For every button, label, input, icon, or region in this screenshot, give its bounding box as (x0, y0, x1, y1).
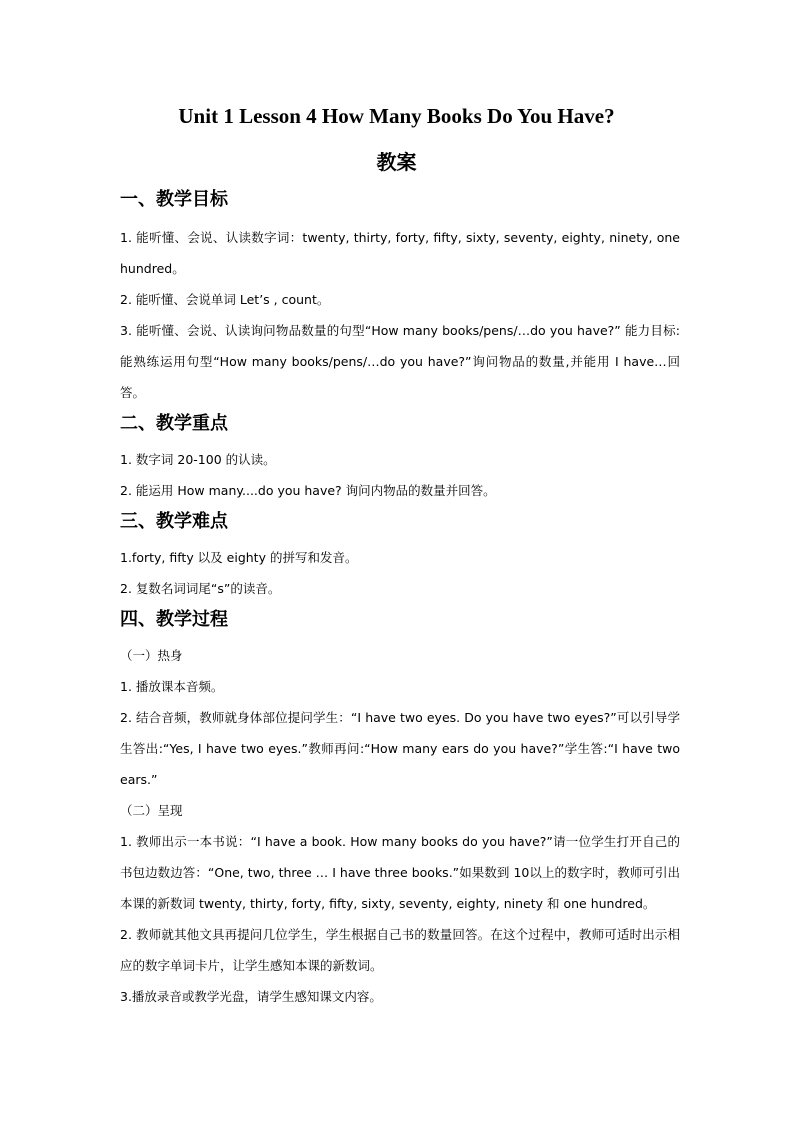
document-title: Unit 1 Lesson 4 How Many Books Do You Have? (178, 104, 615, 128)
paragraph: 1. 播放课本音频。 (120, 679, 224, 694)
subsection-label-warmup: （一）热身 (120, 648, 183, 663)
paragraph: 1.forty, fifty 以及 eighty 的拼写和发音。 (120, 550, 358, 565)
paragraph: 2. 能听懂、会说单词 Let’s , count。 (120, 292, 330, 307)
section-heading-difficulties: 三、教学难点 (120, 511, 228, 532)
paragraph: 3.播放录音或教学光盘，请学生感知课文内容。 (120, 989, 382, 1004)
section-heading-process: 四、教学过程 (120, 609, 228, 630)
paragraph: 3. 能听懂、会说、认读询问物品数量的句型“How many books/pens/…do you have?” 能力目标:能熟练运用句型“How many books/pens/…do you have?”询问物品的数量,并能用 I have…回答。 (120, 323, 680, 400)
subsection-label-presentation: （二）呈现 (120, 803, 183, 818)
paragraph: 1. 教师出示一本书说：“I have a book. How many books do you have?”请一位学生打开自己的书包边数边答：“One, two, three … I have three books.”如果数到 10以上的数字时，教师可引出本课的新数词 twenty, thirty, forty, fifty, sixty, seventy, eighty, ninety 和 one hundred。 (120, 834, 680, 911)
section-heading-key-points: 二、教学重点 (120, 413, 228, 434)
paragraph: 1. 能听懂、会说、认读数字词：twenty, thirty, forty, fifty, sixty, seventy, eighty, ninety, one hundred。 (120, 230, 680, 276)
section-heading-objectives: 一、教学目标 (120, 189, 228, 210)
paragraph: 2. 能运用 How many....do you have? 询问内物品的数量并回答。 (120, 483, 496, 498)
paragraph: 2. 结合音频，教师就身体部位提问学生：“I have two eyes. Do you have two eyes?”可以引导学生答出:“Yes, I have two eyes.”教师再问:“How many ears do you have?”学生答:“I have two ears.” (120, 710, 680, 787)
document-subtitle: 教案 (376, 150, 417, 174)
paragraph: 2. 教师就其他文具再提问几位学生，学生根据自己书的数量回答。在这个过程中，教师可适时出示相应的数字单词卡片，让学生感知本课的新数词。 (120, 927, 680, 973)
document-body (120, 186, 680, 1012)
paragraph: 2. 复数名词词尾“s”的读音。 (120, 581, 281, 596)
paragraph: 1. 数字词 20-100 的认读。 (120, 452, 276, 467)
